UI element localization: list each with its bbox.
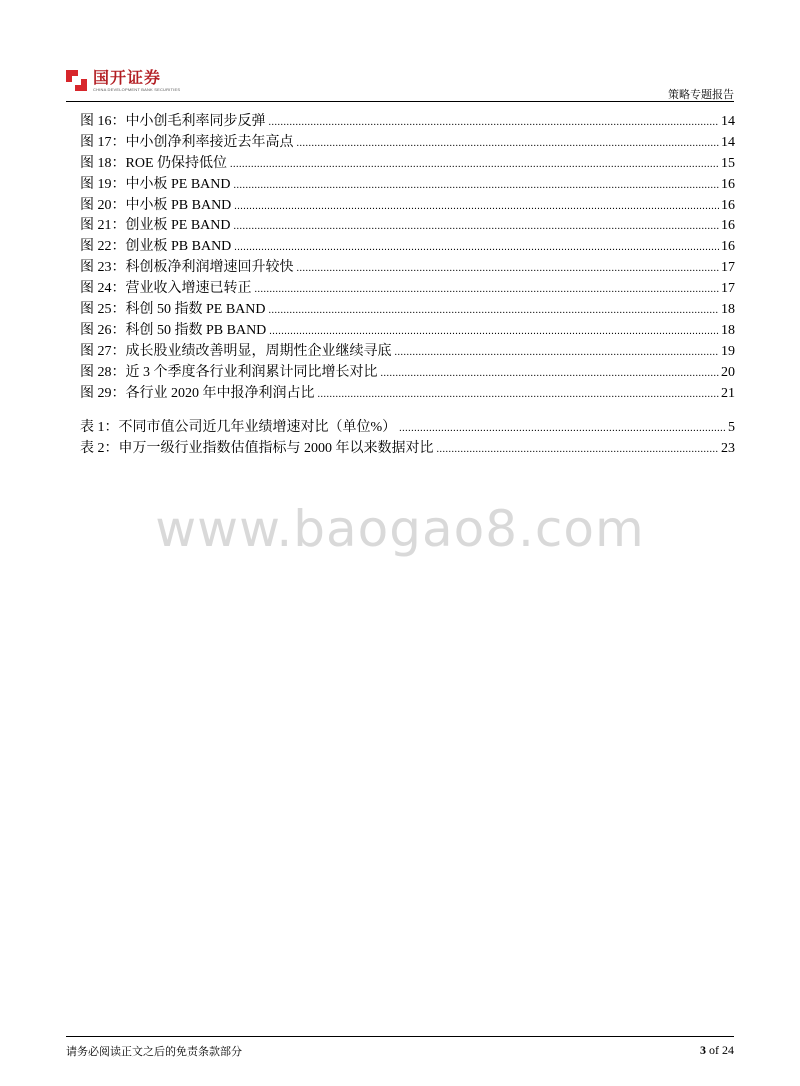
dot-leader (234, 201, 719, 212)
page-header (66, 68, 734, 102)
toc-entry-page: 17 (721, 281, 735, 297)
dot-leader (234, 180, 719, 191)
toc-entry-label: 图 20：中小板 PB BAND (80, 197, 232, 213)
toc-entry-label: 图 26：科创 50 指数 PB BAND (80, 322, 267, 338)
figure-toc-entry[interactable] (80, 382, 735, 403)
toc-entry-label: 表 2：申万一级行业指数估值指标与 2000 年以来数据对比 (80, 441, 434, 457)
dot-leader (230, 159, 719, 170)
toc-entry-label: 图 27：成长股业绩改善明显，周期性企业继续寻底 (80, 343, 392, 359)
dot-leader (269, 305, 719, 316)
logo-mark-icon (66, 70, 88, 92)
dot-leader (395, 347, 720, 358)
toc-entry-page: 20 (721, 364, 735, 380)
page-footer (66, 1036, 734, 1059)
current-page: 3 (700, 1043, 706, 1057)
figure-toc-entry[interactable] (80, 361, 735, 382)
figure-toc-entry[interactable] (80, 340, 735, 361)
dot-leader (437, 444, 720, 455)
toc-entry-page: 19 (721, 343, 735, 359)
figure-toc-entry[interactable] (80, 131, 735, 152)
disclaimer-note: 请务必阅读正文之后的免责条款部分 (66, 1046, 242, 1058)
toc-entry-label: 图 16：中小创毛利率同步反弹 (80, 114, 266, 129)
company-logo (66, 70, 180, 92)
figure-toc-entry[interactable] (80, 110, 735, 131)
toc-entry-page: 21 (721, 385, 735, 401)
toc-entry-label: 图 23：科创板净利润增速回升较快 (80, 260, 294, 276)
toc-entry-page: 17 (721, 260, 735, 276)
toc-entry-page: 23 (721, 441, 735, 457)
toc-entry-page: 14 (721, 114, 735, 129)
table-of-contents (80, 110, 735, 458)
figure-toc-entry[interactable] (80, 194, 735, 215)
figure-toc-entry[interactable] (80, 256, 735, 277)
toc-entry-page: 14 (721, 134, 735, 150)
toc-entry-label: 图 28：近 3 个季度各行业利润累计同比增长对比 (80, 364, 378, 380)
figure-toc-entry[interactable] (80, 298, 735, 319)
toc-entry-label: 图 21：创业板 PE BAND (80, 218, 231, 234)
toc-entry-page: 15 (721, 155, 735, 171)
table-toc-entry[interactable] (80, 437, 735, 458)
toc-entry-page: 16 (721, 197, 735, 213)
dot-leader (297, 263, 720, 274)
dot-leader (297, 138, 720, 149)
toc-entry-page: 5 (728, 420, 735, 436)
figure-toc-entry[interactable] (80, 214, 735, 235)
total-pages: of 24 (709, 1043, 734, 1057)
toc-entry-label: 图 17：中小创净利率接近去年高点 (80, 134, 294, 150)
dot-leader (269, 326, 719, 337)
toc-entry-label: 图 29：各行业 2020 年中报净利润占比 (80, 385, 315, 401)
toc-entry-label: 图 25：科创 50 指数 PE BAND (80, 302, 266, 318)
toc-entry-page: 16 (721, 218, 735, 234)
dot-leader (269, 117, 720, 128)
dot-leader (234, 242, 719, 253)
dot-leader (381, 368, 720, 379)
report-type: 策略专题报告 (668, 89, 734, 101)
watermark: www.baogao8.com (155, 500, 645, 558)
figure-list (80, 110, 735, 402)
dot-leader (399, 423, 726, 434)
toc-entry-page: 18 (721, 322, 735, 338)
logo-name-en: CHINA DEVELOPMENT BANK SECURITIES (93, 87, 181, 92)
page-number (700, 1043, 734, 1059)
table-toc-entry[interactable] (80, 416, 735, 437)
table-list (80, 416, 735, 458)
toc-entry-label: 图 22：创业板 PB BAND (80, 239, 232, 255)
toc-entry-page: 16 (721, 176, 735, 192)
header-divider (66, 101, 734, 102)
dot-leader (234, 221, 719, 232)
toc-entry-label: 图 24：营业收入增速已转正 (80, 281, 252, 297)
figure-toc-entry[interactable] (80, 173, 735, 194)
toc-entry-label: 表 1：不同市值公司近几年业绩增速对比（单位%） (80, 420, 397, 436)
logo-name-cn: 国开证券 (93, 68, 162, 87)
figure-toc-entry[interactable] (80, 152, 735, 173)
toc-entry-label: 图 18：ROE 仍保持低位 (80, 155, 227, 171)
toc-entry-label: 图 19：中小板 PE BAND (80, 176, 231, 192)
toc-entry-page: 16 (721, 239, 735, 255)
figure-toc-entry[interactable] (80, 319, 735, 340)
toc-entry-page: 18 (721, 302, 735, 318)
dot-leader (318, 389, 720, 400)
footer-divider (66, 1036, 734, 1037)
figure-toc-entry[interactable] (80, 235, 735, 256)
dot-leader (255, 284, 720, 295)
figure-toc-entry[interactable] (80, 277, 735, 298)
